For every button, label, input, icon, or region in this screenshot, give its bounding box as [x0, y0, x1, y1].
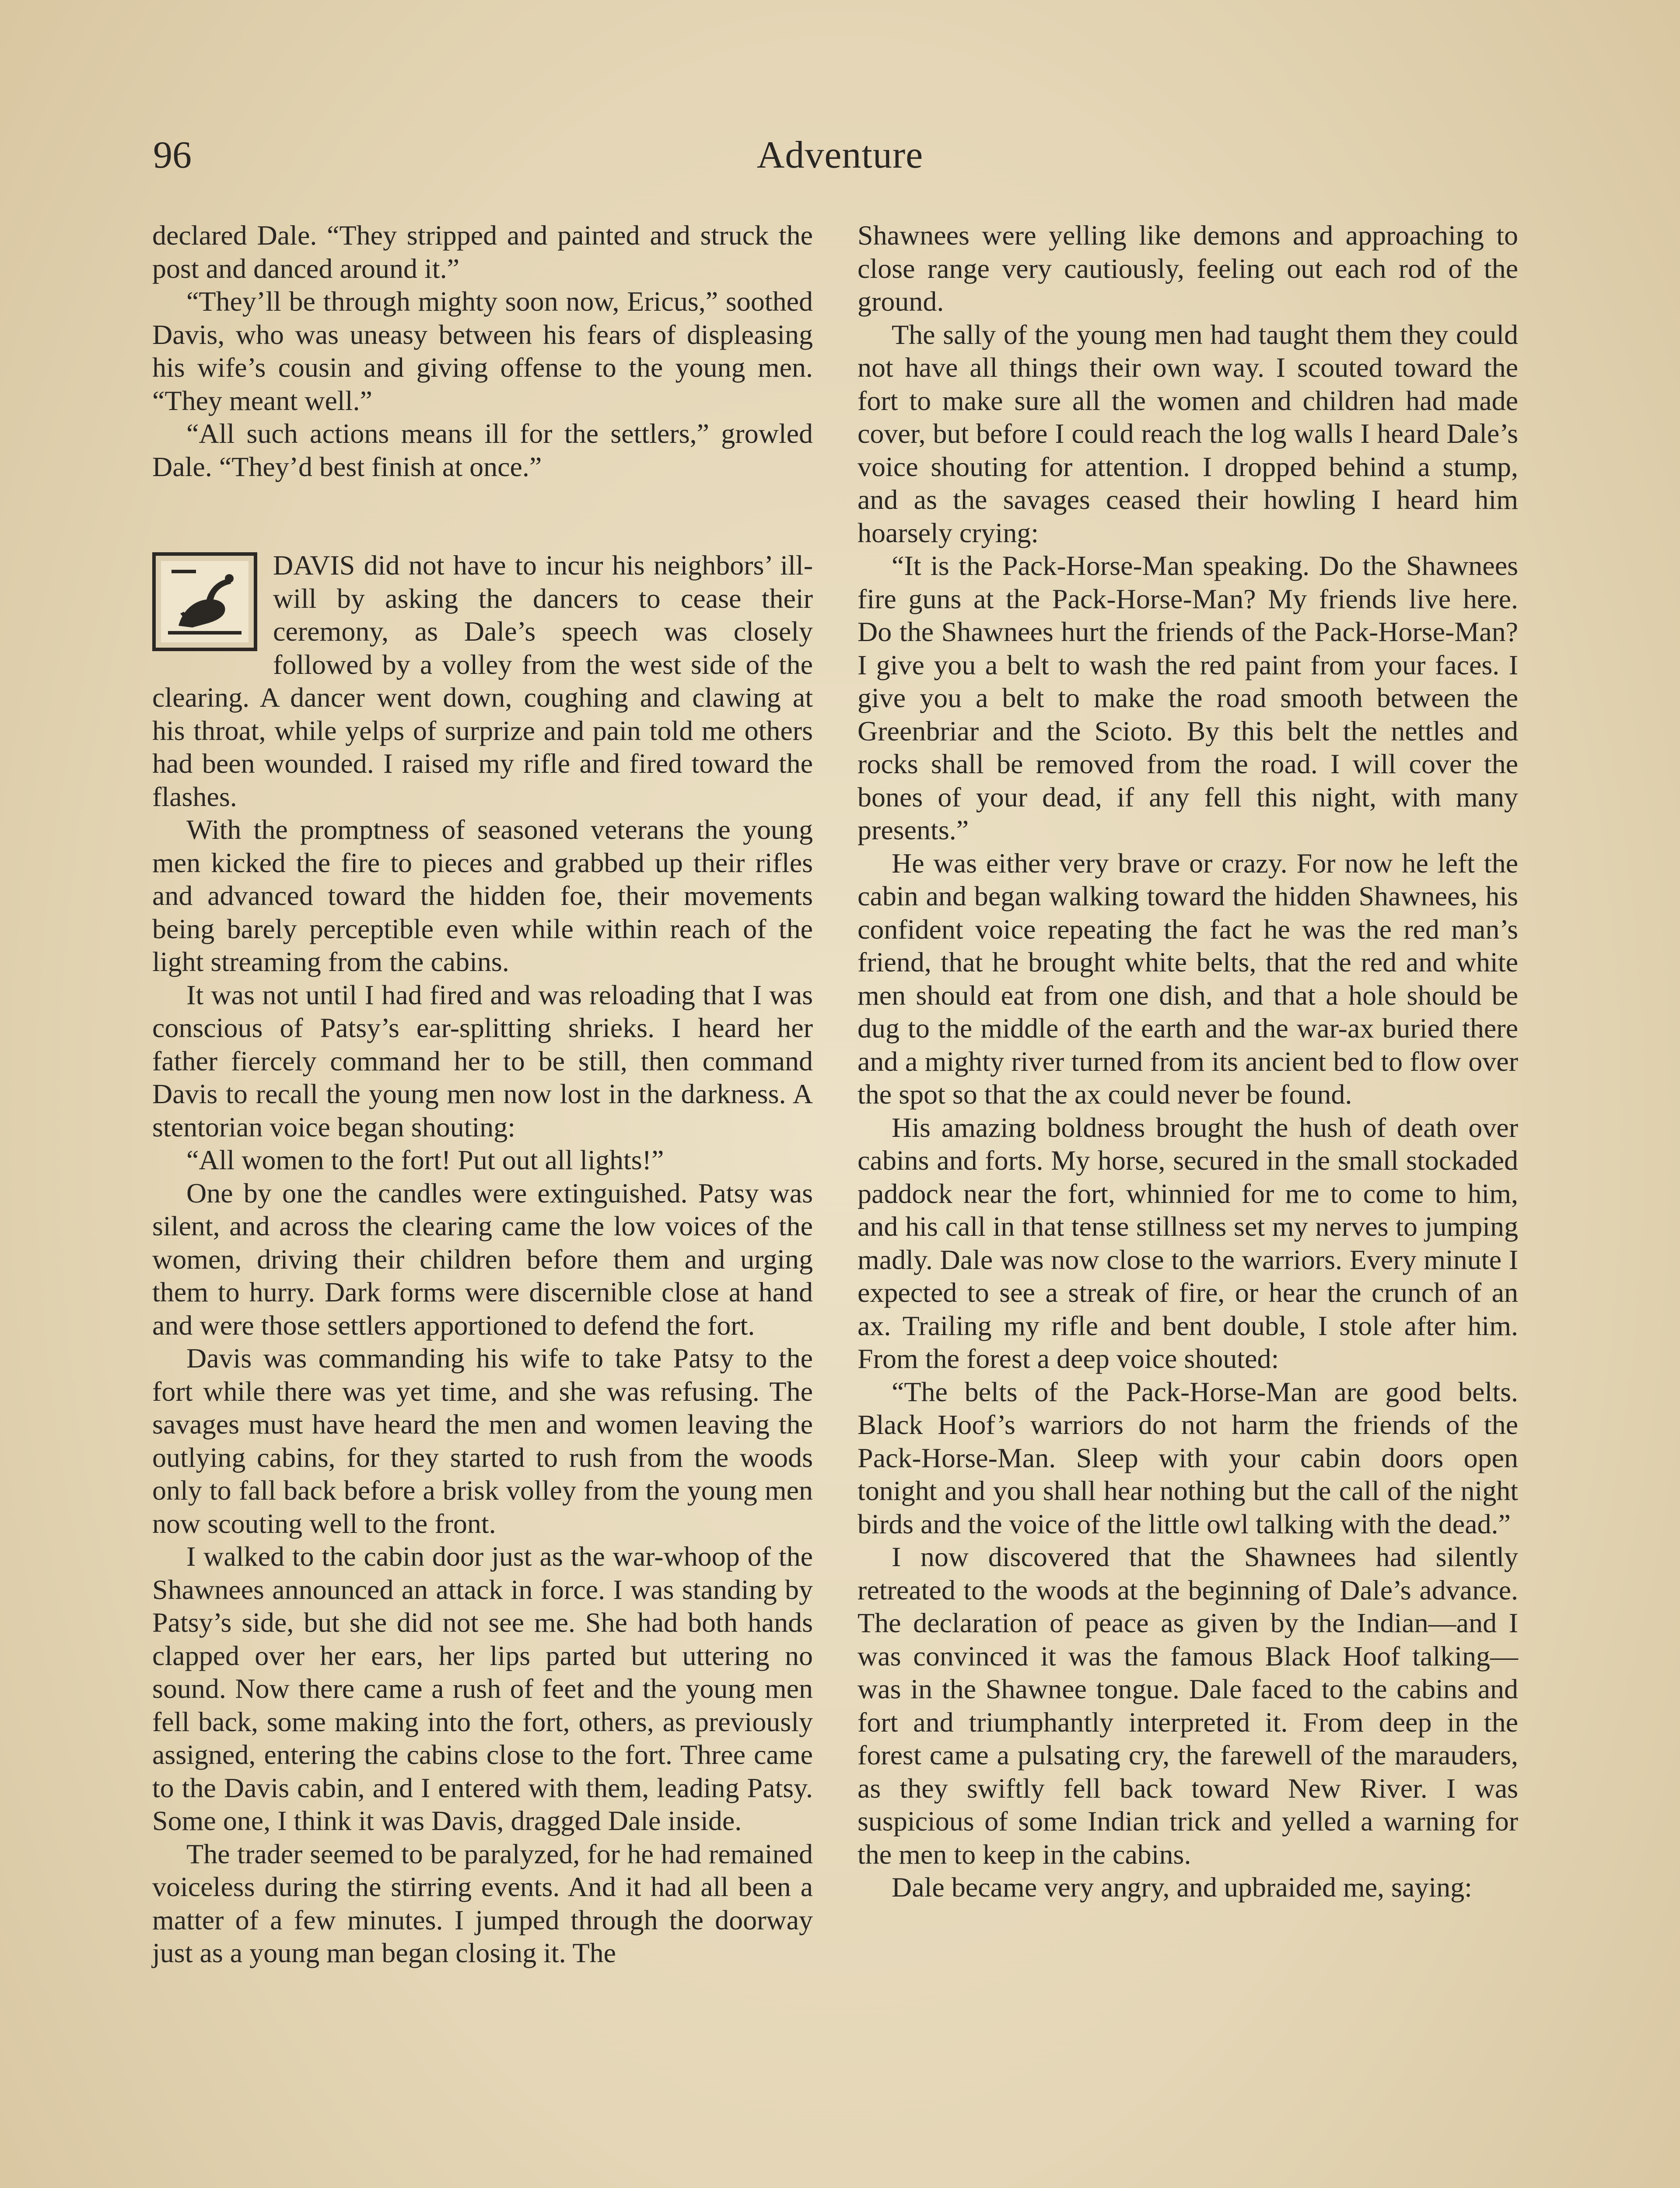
right-column	[858, 219, 1518, 1904]
paragraph: I now discovered that the Shawnees had silently retreated to the woods at the beginning of Dale’s advance. The declaration of peace as given by the Indian—and I was convinced it was the famous Black Hoof talking—was in the Shawnee tongue. Dale faced to the cabins and fort and triumphantly interpreted it. From deep in the forest came a pulsating cry, the farewell of the marauders, as they swiftly fell back toward New River. I was suspicious of some Indian trick and yelled a warning for the men to keep in the cabins.	[858, 1541, 1518, 1870]
paragraph: With the promptness of seasoned veterans the young men kicked the fire to pieces and grabbed up their rifles and advanced toward the hidden foe, their movements being barely perceptible even while within reach of the light streaming from the cabins.	[152, 814, 813, 977]
section-opening	[152, 549, 813, 813]
paragraph: “They’ll be through mighty soon now, Ericus,” soothed Davis, who was uneasy between his fears of displeasing his wife’s cousin and giving offense to the young men. “They meant well.”	[152, 286, 813, 416]
paragraph: One by one the candles were extinguished. Patsy was silent, and across the clearing came the low voices of the women, driving their children before them and urging them to hurry. Dark forms were discernible close at hand and were those settlers apportioned to defend the fort.	[152, 1177, 813, 1341]
paragraph: declared Dale. “They stripped and painted and struck the post and danced around it.”	[152, 220, 813, 284]
running-title: Adventure	[756, 134, 924, 176]
paragraph: “All women to the fort! Put out all lights!”	[186, 1144, 664, 1175]
paragraph: He was either very brave or crazy. For now he left the cabin and began walking toward the hidden Shawnees, his confident voice repeating the fact he was the red man’s friend, that he brought white belts, that the red and white men should eat from one dish, and that a hole should be dug to the middle of the earth and the war-ax buried there and a mighty river turned from its ancient bed to flow over the spot so that the ax could never be found.	[858, 847, 1518, 1110]
paragraph: “It is the Pack-Horse-Man speaking. Do the Shawnees fire guns at the Pack-Horse-Man? My friends live here. Do the Shawnees hurt the friends of the Pack-Horse-Man? I give you a belt to wash the red paint from your faces. I give you a belt to make the road smooth between the Greenbriar and the Scioto. By this belt the nettles and rocks shall be removed from the road. I will cover the bones of your dead, if any fell this night, with many presents.”	[858, 550, 1518, 845]
decorative-initial-illustration-icon	[152, 552, 257, 651]
page-number: 96	[153, 134, 192, 176]
left-column	[152, 219, 813, 1970]
paragraph: “The belts of the Pack-Horse-Man are good belts. Black Hoof’s warriors do not harm the friends of the Pack-Horse-Man. Sleep with your cabin doors open tonight and you shall hear nothing but the call of the night birds and the voice of the little owl talking with the dead.”	[858, 1376, 1518, 1539]
paragraph: I walked to the cabin door just as the war-whoop of the Shawnees announced an attack in force. I was standing by Patsy’s side, but she did not see me. She had both hands clapped over her ears, her lips parted but uttering no sound. Now there came a rush of feet and the young men fell back, some making into the fort, others, as previously assigned, entering the cabins close to the fort. Three came to the Davis cabin, and I entered with them, leading Patsy. Some one, I think it was Davis, dragged Dale inside.	[152, 1541, 813, 1836]
paragraph: The trader seemed to be paralyzed, for he had remained voiceless during the stirring events. And it had all been a matter of a few minutes. I jumped through the doorway just as a young man began closing it. The	[152, 1838, 813, 1968]
paragraph: Dale became very angry, and upbraided me, saying:	[892, 1872, 1472, 1903]
paragraph: It was not until I had fired and was reloading that I was conscious of Patsy’s ear-splitting shrieks. I heard her father fiercely command her to be still, then command Davis to recall the young men now lost in the darkness. A stentorian voice began shouting:	[152, 979, 813, 1143]
paragraph: The sally of the young men had taught them they could not have all things their own way. I scouted toward the fort to make sure all the women and children had made cover, but before I could reach the log walls I heard Dale’s voice shouting for attention. I dropped behind a stump, and as the savages ceased their howling I heard him hoarsely crying:	[858, 319, 1518, 548]
paragraph: His amazing boldness brought the hush of death over cabins and forts. My horse, secured in the small stockaded paddock near the fort, whinnied for me to come to him, and his call in that tense stillness set my nerves to jumping madly. Dale was now close to the warriors. Every minute I expected to see a streak of fire, or hear the crunch of an ax. Trailing my rifle and bent double, I stole after him. From the forest a deep voice shouted:	[858, 1112, 1518, 1374]
paragraph: DAVIS did not have to incur his neighbors’ ill-will by asking the dancers to cease their ceremony, as Dale’s speech was closely followed by a volley from the west side of the clearing. A dancer went down, coughing and clawing at his throat, while yelps of surprize and pain told me others had been wounded. I raised my rifle and fired toward the flashes.	[152, 550, 813, 812]
paragraph: Davis was commanding his wife to take Patsy to the fort while there was yet time, and she was refusing. The savages must have heard the men and women leaving the outlying cabins, for they started to rush from the woods only to fall back before a brisk volley from the young men now scouting well to the front.	[152, 1343, 813, 1539]
paragraph: “All such actions means ill for the settlers,” growled Dale. “They’d best finish at once.”	[152, 418, 813, 482]
paragraph: Shawnees were yelling like demons and approaching to close range very cautiously, feeling out each rod of the ground.	[858, 220, 1518, 317]
page-header	[153, 127, 1527, 184]
section-break	[152, 483, 813, 549]
